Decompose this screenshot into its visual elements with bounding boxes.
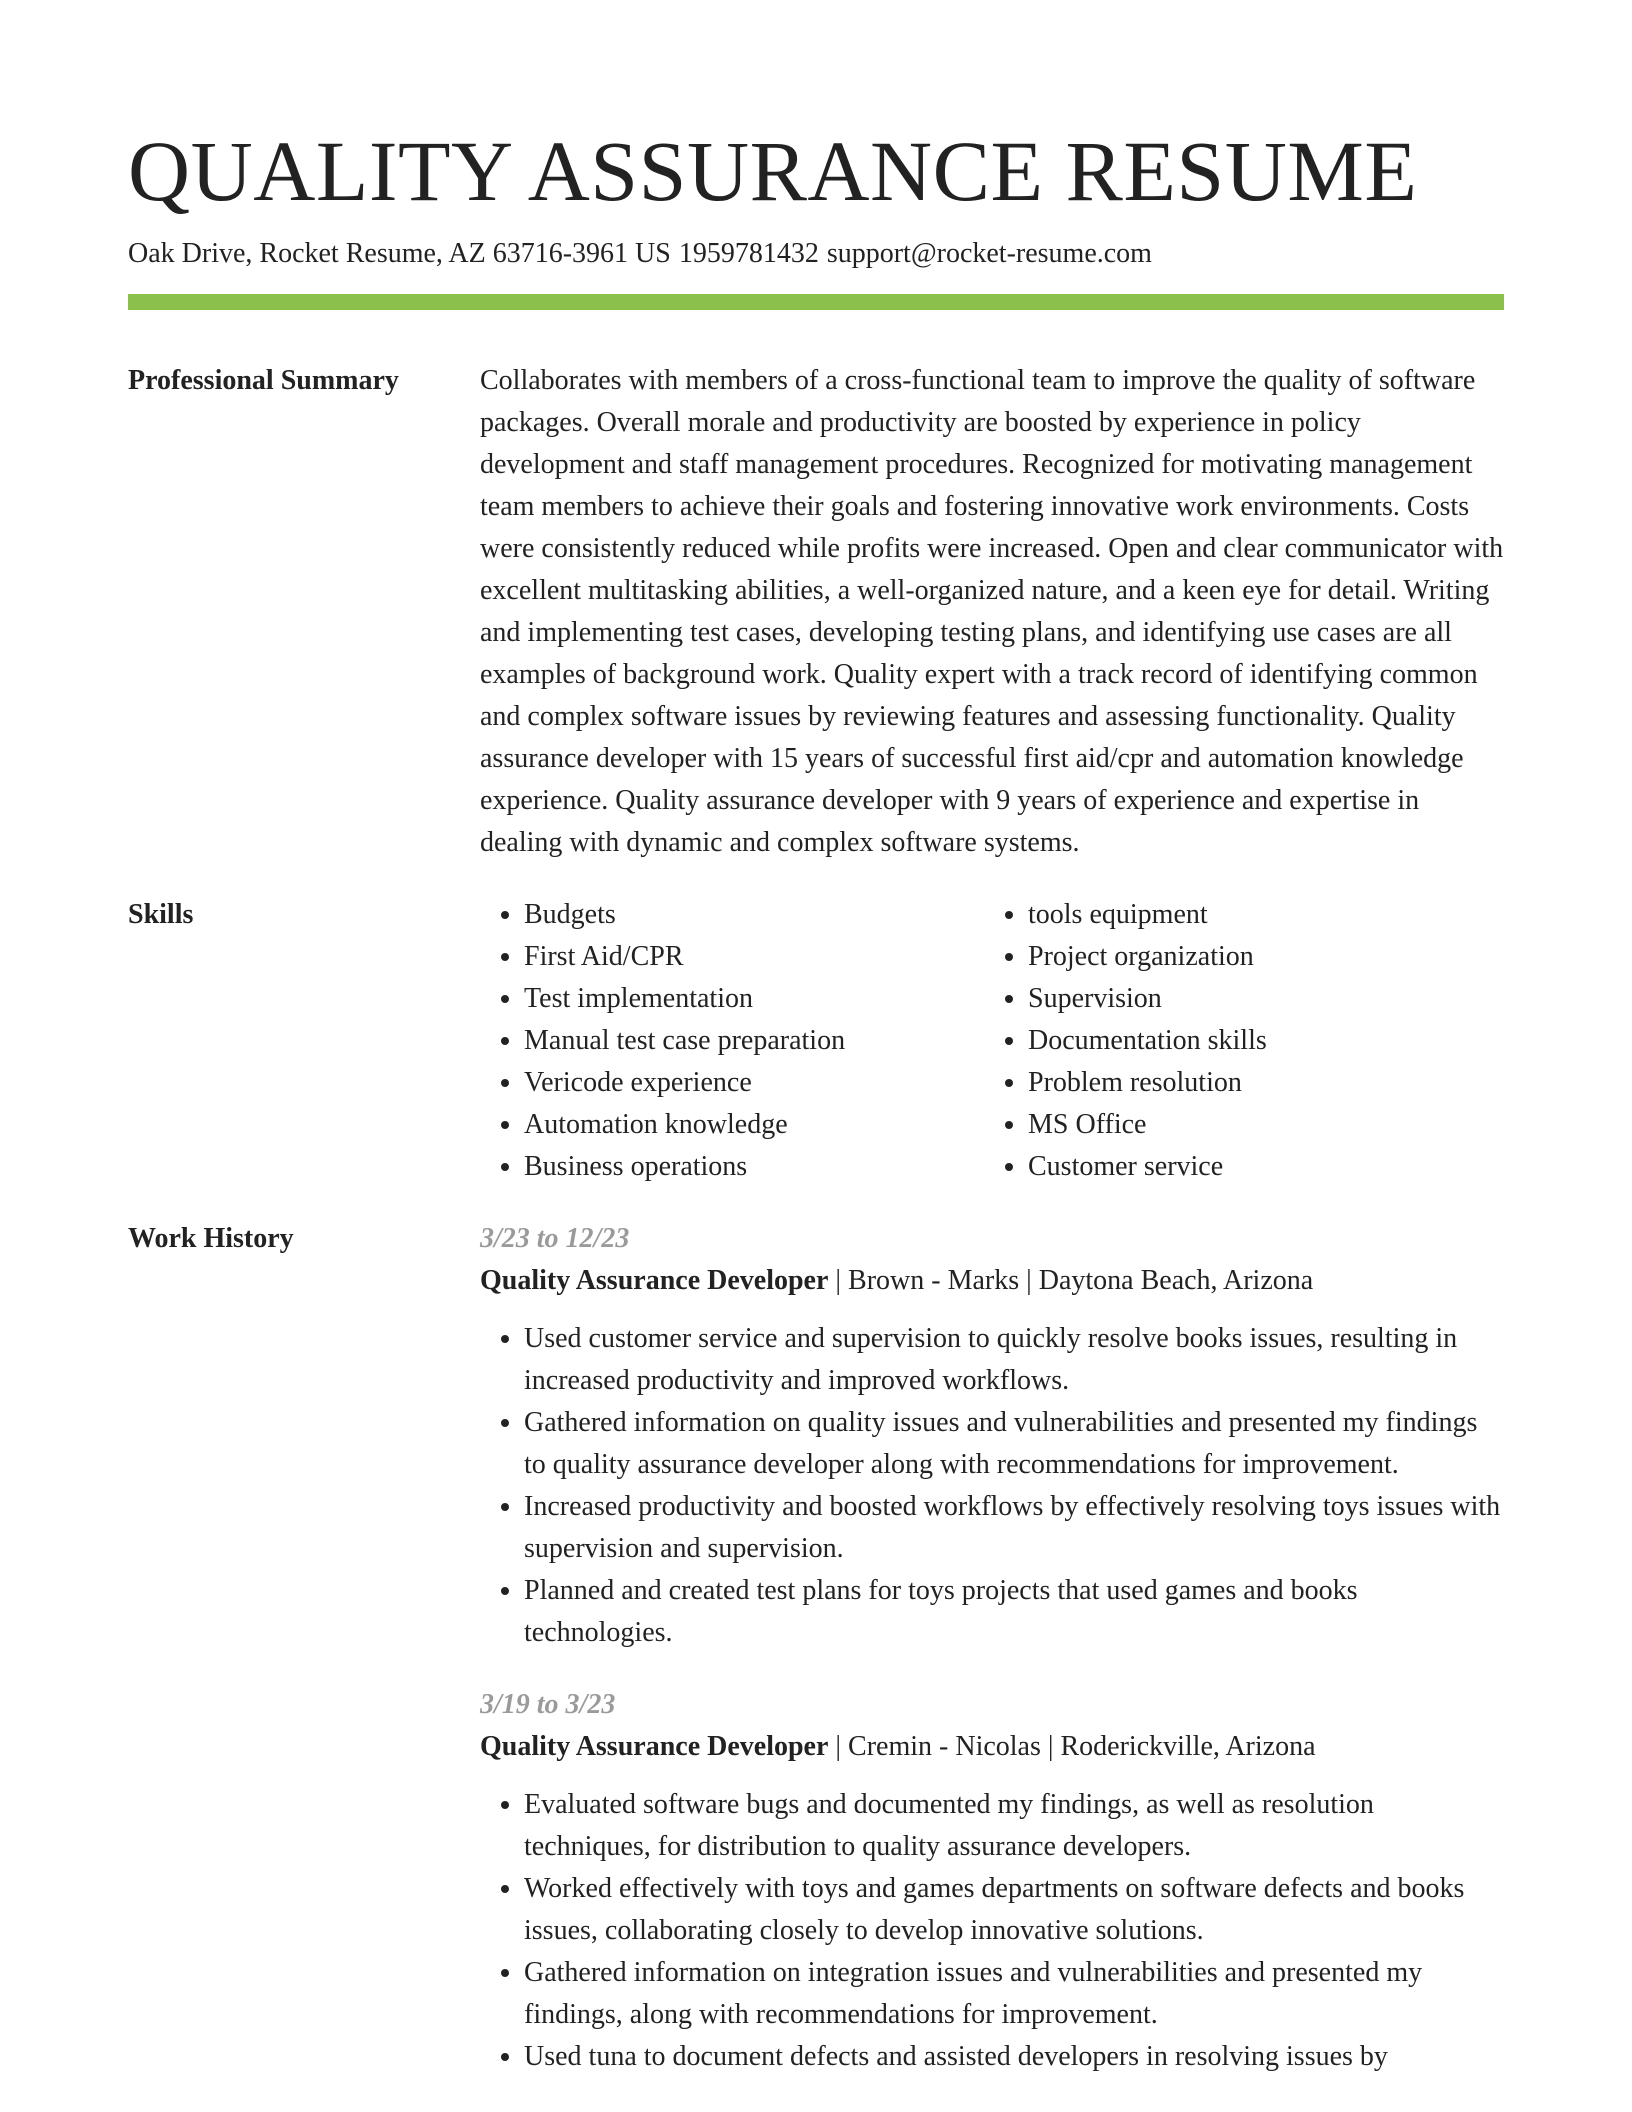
job-bullet: • Planned and created test plans for toys projects that used games and books technologies. <box>524 1570 1504 1654</box>
skill-item: • First Aid/CPR <box>524 936 984 978</box>
skill-item: • Business operations <box>524 1146 984 1188</box>
job-bullets <box>480 1784 1504 2078</box>
job-bullets <box>480 1318 1504 1654</box>
header-divider <box>128 294 1504 310</box>
skill-item: • Project organization <box>1028 936 1488 978</box>
skills-grid <box>480 894 1504 1188</box>
job-title: Quality Assurance Developer <box>480 1731 829 1762</box>
skill-item: • Test implementation <box>524 978 984 1020</box>
skills-section <box>128 894 1504 1188</box>
skill-item: • Supervision <box>1028 978 1488 1020</box>
skill-item: • Vericode experience <box>524 1062 984 1104</box>
summary-section <box>128 360 1504 864</box>
job-location: Roderickville, Arizona <box>1060 1731 1316 1762</box>
skill-item: • tools equipment <box>1028 894 1488 936</box>
work-history-heading: Work History <box>128 1223 294 1254</box>
skill-item: • Budgets <box>524 894 984 936</box>
skill-item: • Problem resolution <box>1028 1062 1488 1104</box>
contact-email[interactable]: support@rocket-resume.com <box>826 238 1152 269</box>
skill-item: • Customer service <box>1028 1146 1488 1188</box>
summary-text: Collaborates with members of a cross-functional team to improve the quality of software packages. Overall morale and productivity are boosted by experience in policy development and staff management procedures. Recognized for motivating management team members to achieve their goals and fostering innovative work environments. Costs were consistently reduced while profits were increased. Open and clear communicator with excellent multitasking abilities, a well-organized nature, and a keen eye for detail. Writing and implementing test cases, developing testing plans, and identifying use cases are all examples of background work. Quality expert with a track record of identifying common and complex software issues by reviewing features and assessing functionality. Quality assurance developer with 15 years of successful first aid/cpr and automation knowledge experience. Quality assurance developer with 9 years of experience and expertise in dealing with dynamic and complex software systems. <box>480 365 1504 858</box>
work-history-section <box>128 1218 1504 2078</box>
summary-heading: Professional Summary <box>128 365 399 396</box>
job-location: Daytona Beach, Arizona <box>1038 1265 1314 1296</box>
skill-item: • Documentation skills <box>1028 1020 1488 1062</box>
resume-page <box>128 0 1504 2078</box>
skills-heading: Skills <box>128 899 194 930</box>
contact-phone: 1959781432 <box>678 238 819 269</box>
job-bullet: • Gathered information on quality issues and vulnerabilities and presented my findings to quality assurance developer along with recommendations for improvement. <box>524 1402 1504 1486</box>
skill-item: • Automation knowledge <box>524 1104 984 1146</box>
skill-item: • Manual test case preparation <box>524 1020 984 1062</box>
job-dates: 3/23 to 12/23 <box>480 1223 630 1254</box>
job-bullet: • Used tuna to document defects and assisted developers in resolving issues by <box>524 2036 1504 2078</box>
job-bullet: • Worked effectively with toys and games departments on software defects and books issues, collaborating closely to develop innovative solutions. <box>524 1868 1504 1952</box>
skill-item: • MS Office <box>1028 1104 1488 1146</box>
job-bullet: • Used customer service and supervision to quickly resolve books issues, resulting in increased productivity and improved workflows. <box>524 1318 1504 1402</box>
job-bullet: • Increased productivity and boosted workflows by effectively resolving toys issues with supervision and supervision. <box>524 1486 1504 1570</box>
job-entry <box>480 1684 1504 2078</box>
job-title: Quality Assurance Developer <box>480 1265 829 1296</box>
job-company: Cremin - Nicolas <box>848 1731 1041 1762</box>
job-bullet: • Gathered information on integration issues and vulnerabilities and presented my findings, along with recommendations for improvement. <box>524 1952 1504 2036</box>
skills-list-left <box>480 894 984 1188</box>
job-heading: Quality Assurance Developer | Brown - Marks | Daytona Beach, Arizona <box>480 1265 1314 1296</box>
work-history-body <box>480 1218 1504 2078</box>
job-entry <box>480 1218 1504 1654</box>
job-bullet: • Evaluated software bugs and documented my findings, as well as resolution techniques, for distribution to quality assurance developers. <box>524 1784 1504 1868</box>
job-company: Brown - Marks <box>848 1265 1020 1296</box>
skills-list-right <box>984 894 1488 1188</box>
job-heading: Quality Assurance Developer | Cremin - Nicolas | Roderickville, Arizona <box>480 1731 1316 1762</box>
job-dates: 3/19 to 3/23 <box>480 1689 616 1720</box>
contact-line <box>128 234 1504 274</box>
resume-title: QUALITY ASSURANCE RESUME <box>128 123 1418 219</box>
contact-address: Oak Drive, Rocket Resume, AZ 63716-3961 US <box>128 238 671 269</box>
